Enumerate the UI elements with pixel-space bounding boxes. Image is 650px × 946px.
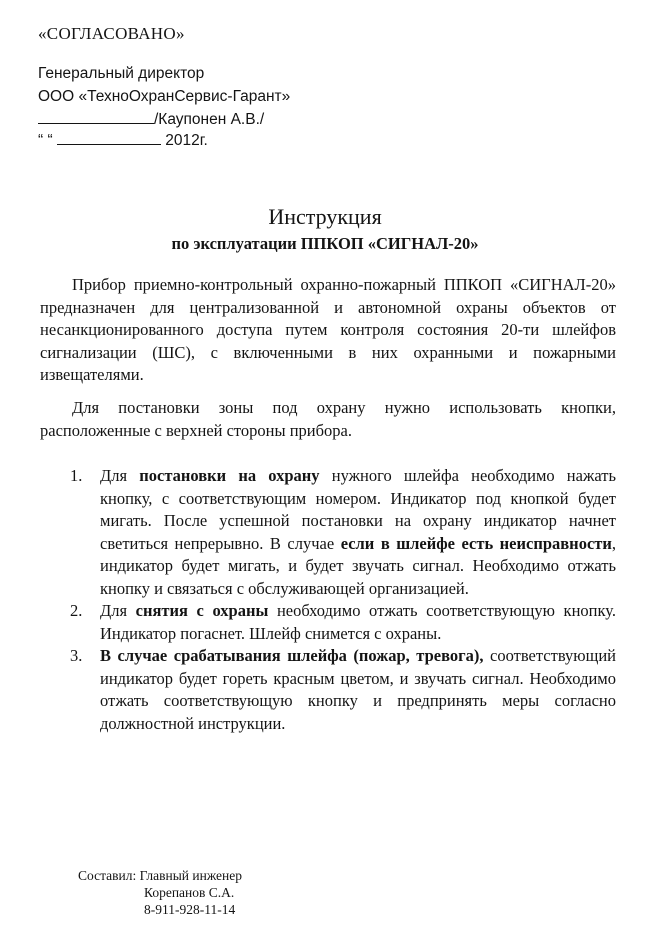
step-text: необходимо отжать соответствующую кнопку. Индикатор погаснет. Шлейф снимется с охраны. [100,601,616,643]
approval-heading: «СОГЛАСОВАНО» [38,24,185,43]
instruction-steps [70,465,616,735]
step-number: 1. [70,466,83,485]
date-year: 2012г. [165,132,208,149]
step-number: 2. [70,601,83,620]
paragraph-intro-text: Прибор приемно-контрольный охранно-пожарный ППКОП «СИГНАЛ-20» предназначен для централизованной и автономной охраны объектов от несанкционированного доступа путем контроля состояния 20-ти шлейфов сигнализации (ШС), с включенными в них охранными и пожарными извещателями. [40,275,616,384]
step-1 [70,465,616,600]
step-emphasis: постановки на охрану [139,466,320,485]
step-3 [70,645,616,735]
step-text: , индикатор будет мигать, и будет звучать сигнал. Необходимо отжать кнопку и связаться с обслуживающей организацией. [100,533,616,598]
date-line [38,130,208,150]
step-emphasis: если в шлейфе есть неисправности [340,533,612,553]
step-text: Для [100,601,136,620]
company-name: ООО «ТехноОхранСервис-Гарант» [38,88,291,105]
signature-line [38,109,264,129]
author-name: Корепанов С.А. [144,885,235,900]
step-text: Для [100,466,140,485]
paragraph-buttons [40,397,616,442]
date-blank [57,130,161,145]
author-label: Составил: [78,868,137,883]
paragraph-intro [40,274,616,387]
step-text: нужного шлейфа необходимо нажать кнопку, с соответствующим номером. Индикатор под кнопкой будет мигать. После успешной постановки на охрану индикатор начнет светиться непрерывно. В случае [100,466,616,553]
step-number: 3. [70,646,83,665]
author-block [78,867,242,918]
document-subtitle: по эксплуатации ППКОП «СИГНАЛ-20» [171,234,479,253]
step-text: соответствующий индикатор будет гореть красным цветом, и звучать сигнал. Необходимо отжать соответствующую кнопку и предпринять меры согласно должностной инструкции. [100,646,616,733]
author-phone: 8-911-928-11-14 [144,902,236,917]
signature-blank [38,109,154,124]
signatory-name: /Каупонен А.В./ [154,111,265,128]
document-title: Инструкция [268,204,382,229]
step-emphasis: В случае срабатывания шлейфа (пожар, тревога), [100,646,484,665]
date-quotes: “ “ [38,132,53,149]
step-emphasis: снятия с охраны [135,601,269,620]
director-position: Генеральный директор [38,65,205,82]
paragraph-buttons-text: Для постановки зоны под охрану нужно использовать кнопки, расположенные с верхней стороны прибора. [40,398,616,440]
author-line [78,867,242,884]
step-2 [70,600,616,645]
author-role: Главный инженер [139,868,242,883]
